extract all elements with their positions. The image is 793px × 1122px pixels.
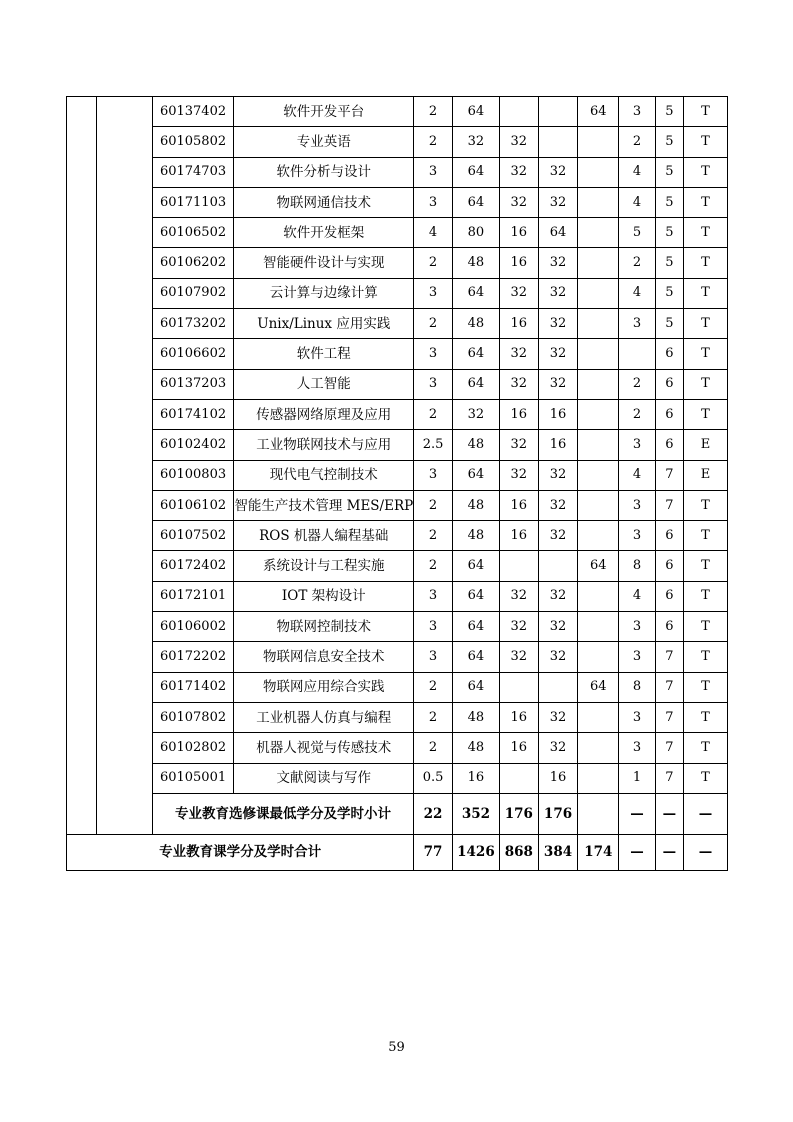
course-practice-cell — [578, 127, 619, 157]
course-exam-cell: T — [684, 490, 728, 520]
course-lab-cell — [538, 127, 578, 157]
course-exam-cell: T — [684, 672, 728, 702]
course-practice-cell — [578, 278, 619, 308]
course-term-cell: 5 — [655, 127, 683, 157]
course-hours-cell: 64 — [452, 551, 499, 581]
course-term-cell: 7 — [655, 702, 683, 732]
subtotal-practice-cell — [578, 793, 619, 834]
course-practice-cell — [578, 733, 619, 763]
course-code-cell: 60172101 — [152, 581, 234, 611]
course-credit-cell: 2 — [414, 521, 453, 551]
course-lab-cell — [538, 551, 578, 581]
course-lab-cell: 64 — [538, 218, 578, 248]
course-hours-cell: 80 — [452, 218, 499, 248]
course-semester-cell — [619, 339, 656, 369]
course-practice-cell — [578, 702, 619, 732]
subtotal-semester-cell: — — [619, 793, 656, 834]
subcategory-group-cell — [97, 97, 152, 835]
course-lab-cell: 16 — [538, 763, 578, 793]
course-lab-cell: 32 — [538, 460, 578, 490]
table-row — [67, 490, 728, 520]
course-hours-cell: 64 — [452, 278, 499, 308]
course-table-body — [67, 97, 728, 871]
table-row — [67, 430, 728, 460]
course-name-cell: 人工智能 — [234, 369, 414, 399]
course-semester-cell: 4 — [619, 581, 656, 611]
course-lab-cell: 32 — [538, 187, 578, 217]
table-row — [67, 763, 728, 793]
table-row — [67, 702, 728, 732]
course-semester-cell: 3 — [619, 702, 656, 732]
course-credit-cell: 2 — [414, 551, 453, 581]
course-practice-cell: 64 — [578, 672, 619, 702]
course-credit-cell: 2 — [414, 702, 453, 732]
course-lab-cell: 32 — [538, 642, 578, 672]
course-credit-cell: 2 — [414, 127, 453, 157]
table-row — [67, 218, 728, 248]
course-lab-cell: 32 — [538, 612, 578, 642]
course-credit-cell: 2 — [414, 97, 453, 127]
course-code-cell: 60105001 — [152, 763, 234, 793]
course-practice-cell — [578, 157, 619, 187]
course-semester-cell: 5 — [619, 218, 656, 248]
course-lecture-cell — [499, 97, 538, 127]
course-semester-cell: 3 — [619, 97, 656, 127]
course-lecture-cell — [499, 551, 538, 581]
course-hours-cell: 64 — [452, 642, 499, 672]
table-row — [67, 581, 728, 611]
course-practice-cell — [578, 460, 619, 490]
table-row — [67, 97, 728, 127]
course-semester-cell: 4 — [619, 460, 656, 490]
course-name-cell: 系统设计与工程实施 — [234, 551, 414, 581]
course-name-cell: 现代电气控制技术 — [234, 460, 414, 490]
course-lecture-cell: 32 — [499, 157, 538, 187]
subtotal-lecture-cell: 176 — [499, 793, 538, 834]
course-semester-cell: 1 — [619, 763, 656, 793]
course-semester-cell: 4 — [619, 187, 656, 217]
course-code-cell: 60137402 — [152, 97, 234, 127]
course-hours-cell: 32 — [452, 127, 499, 157]
course-lab-cell: 32 — [538, 581, 578, 611]
course-name-cell: 物联网应用综合实践 — [234, 672, 414, 702]
course-name-cell: 软件开发平台 — [234, 97, 414, 127]
course-credit-cell: 3 — [414, 642, 453, 672]
course-credit-cell: 0.5 — [414, 763, 453, 793]
course-term-cell: 6 — [655, 521, 683, 551]
course-lab-cell: 16 — [538, 399, 578, 429]
course-lab-cell: 16 — [538, 430, 578, 460]
course-exam-cell: T — [684, 399, 728, 429]
course-lab-cell: 32 — [538, 702, 578, 732]
course-name-cell: 专业英语 — [234, 127, 414, 157]
course-semester-cell: 3 — [619, 642, 656, 672]
course-hours-cell: 64 — [452, 672, 499, 702]
course-semester-cell: 8 — [619, 551, 656, 581]
course-lecture-cell — [499, 672, 538, 702]
course-practice-cell — [578, 430, 619, 460]
course-exam-cell: T — [684, 187, 728, 217]
total-hours-cell: 1426 — [452, 834, 499, 870]
course-credit-cell: 2 — [414, 399, 453, 429]
course-name-cell: 软件分析与设计 — [234, 157, 414, 187]
course-term-cell: 5 — [655, 157, 683, 187]
table-row — [67, 521, 728, 551]
course-lab-cell — [538, 672, 578, 702]
course-lab-cell: 32 — [538, 339, 578, 369]
course-credit-cell: 3 — [414, 278, 453, 308]
course-name-cell: Unix/Linux 应用实践 — [234, 309, 414, 339]
table-row — [67, 399, 728, 429]
course-term-cell: 7 — [655, 733, 683, 763]
course-exam-cell: T — [684, 97, 728, 127]
course-credit-cell: 2 — [414, 309, 453, 339]
course-code-cell: 60172402 — [152, 551, 234, 581]
table-row — [67, 157, 728, 187]
course-semester-cell: 3 — [619, 521, 656, 551]
course-exam-cell: E — [684, 460, 728, 490]
course-semester-cell: 4 — [619, 157, 656, 187]
course-hours-cell: 64 — [452, 157, 499, 187]
course-term-cell: 5 — [655, 218, 683, 248]
table-row — [67, 369, 728, 399]
subtotal-credit-cell: 22 — [414, 793, 453, 834]
course-semester-cell: 3 — [619, 612, 656, 642]
course-lab-cell: 32 — [538, 490, 578, 520]
subtotal-hours-cell: 352 — [452, 793, 499, 834]
course-lab-cell: 32 — [538, 157, 578, 187]
course-practice-cell — [578, 490, 619, 520]
course-code-cell: 60102402 — [152, 430, 234, 460]
course-practice-cell: 64 — [578, 551, 619, 581]
course-code-cell: 60105802 — [152, 127, 234, 157]
table-row — [67, 187, 728, 217]
course-practice-cell — [578, 369, 619, 399]
total-label: 专业教育课学分及学时合计 — [67, 834, 414, 870]
course-term-cell: 5 — [655, 248, 683, 278]
course-name-cell: 工业机器人仿真与编程 — [234, 702, 414, 732]
course-name-cell: 机器人视觉与传感技术 — [234, 733, 414, 763]
course-lecture-cell: 16 — [499, 309, 538, 339]
course-code-cell: 60106002 — [152, 612, 234, 642]
course-practice-cell — [578, 612, 619, 642]
course-name-cell: 物联网通信技术 — [234, 187, 414, 217]
subtotal-lab-cell: 176 — [538, 793, 578, 834]
course-hours-cell: 64 — [452, 97, 499, 127]
course-exam-cell: T — [684, 218, 728, 248]
course-hours-cell: 48 — [452, 521, 499, 551]
course-name-cell: 文献阅读与写作 — [234, 763, 414, 793]
course-name-cell: 物联网信息安全技术 — [234, 642, 414, 672]
course-lab-cell: 32 — [538, 248, 578, 278]
course-term-cell: 7 — [655, 763, 683, 793]
table-row — [67, 672, 728, 702]
course-hours-cell: 48 — [452, 702, 499, 732]
course-term-cell: 7 — [655, 460, 683, 490]
course-lecture-cell: 32 — [499, 127, 538, 157]
course-exam-cell: T — [684, 581, 728, 611]
course-credit-cell: 2.5 — [414, 430, 453, 460]
course-term-cell: 6 — [655, 399, 683, 429]
course-term-cell: 5 — [655, 278, 683, 308]
course-lecture-cell: 32 — [499, 369, 538, 399]
course-hours-cell: 64 — [452, 581, 499, 611]
course-exam-cell: T — [684, 278, 728, 308]
table-row — [67, 127, 728, 157]
course-lecture-cell: 16 — [499, 218, 538, 248]
subtotal-label: 专业教育选修课最低学分及学时小计 — [152, 793, 413, 834]
course-code-cell: 60106602 — [152, 339, 234, 369]
course-credit-cell: 3 — [414, 157, 453, 187]
total-semester-cell: — — [619, 834, 656, 870]
course-semester-cell: 2 — [619, 399, 656, 429]
total-credit-cell: 77 — [414, 834, 453, 870]
total-row — [67, 834, 728, 870]
course-practice-cell — [578, 248, 619, 278]
course-exam-cell: T — [684, 339, 728, 369]
course-exam-cell: T — [684, 642, 728, 672]
course-hours-cell: 32 — [452, 399, 499, 429]
course-name-cell: 工业物联网技术与应用 — [234, 430, 414, 460]
course-hours-cell: 64 — [452, 369, 499, 399]
course-lecture-cell: 16 — [499, 399, 538, 429]
course-term-cell: 6 — [655, 551, 683, 581]
course-credit-cell: 3 — [414, 187, 453, 217]
course-term-cell: 7 — [655, 642, 683, 672]
course-term-cell: 7 — [655, 672, 683, 702]
course-exam-cell: T — [684, 127, 728, 157]
table-row — [67, 248, 728, 278]
course-lecture-cell: 32 — [499, 430, 538, 460]
course-practice-cell — [578, 581, 619, 611]
course-code-cell: 60171402 — [152, 672, 234, 702]
course-lab-cell: 32 — [538, 733, 578, 763]
subtotal-term-cell: — — [655, 793, 683, 834]
course-credit-cell: 2 — [414, 672, 453, 702]
course-term-cell: 5 — [655, 187, 683, 217]
course-hours-cell: 64 — [452, 612, 499, 642]
course-lab-cell: 32 — [538, 278, 578, 308]
course-code-cell: 60107902 — [152, 278, 234, 308]
course-practice-cell — [578, 399, 619, 429]
course-lab-cell: 32 — [538, 521, 578, 551]
course-practice-cell: 64 — [578, 97, 619, 127]
course-lecture-cell: 16 — [499, 733, 538, 763]
course-name-cell: 智能硬件设计与实现 — [234, 248, 414, 278]
course-code-cell: 60171103 — [152, 187, 234, 217]
table-row — [67, 460, 728, 490]
course-credit-cell: 2 — [414, 248, 453, 278]
course-credit-cell: 3 — [414, 581, 453, 611]
table-row — [67, 733, 728, 763]
course-code-cell: 60174703 — [152, 157, 234, 187]
course-name-cell: 智能生产技术管理 MES/ERP — [234, 490, 414, 520]
course-name-cell: ROS 机器人编程基础 — [234, 521, 414, 551]
course-practice-cell — [578, 339, 619, 369]
total-lab-cell: 384 — [538, 834, 578, 870]
course-lecture-cell — [499, 763, 538, 793]
course-code-cell: 60174102 — [152, 399, 234, 429]
course-hours-cell: 48 — [452, 490, 499, 520]
course-semester-cell: 3 — [619, 430, 656, 460]
course-hours-cell: 48 — [452, 248, 499, 278]
course-hours-cell: 48 — [452, 430, 499, 460]
course-practice-cell — [578, 187, 619, 217]
course-term-cell: 6 — [655, 430, 683, 460]
course-exam-cell: T — [684, 369, 728, 399]
course-hours-cell: 64 — [452, 187, 499, 217]
course-code-cell: 60100803 — [152, 460, 234, 490]
course-name-cell: 软件工程 — [234, 339, 414, 369]
page-number: 59 — [388, 1040, 405, 1055]
total-exam-cell: — — [684, 834, 728, 870]
table-row — [67, 642, 728, 672]
course-name-cell: IOT 架构设计 — [234, 581, 414, 611]
course-semester-cell: 3 — [619, 733, 656, 763]
total-term-cell: — — [655, 834, 683, 870]
table-row — [67, 339, 728, 369]
table-row — [67, 309, 728, 339]
course-exam-cell: T — [684, 309, 728, 339]
course-lecture-cell: 32 — [499, 187, 538, 217]
course-lab-cell: 32 — [538, 309, 578, 339]
course-term-cell: 6 — [655, 612, 683, 642]
subtotal-row — [67, 793, 728, 834]
course-lecture-cell: 32 — [499, 339, 538, 369]
course-semester-cell: 2 — [619, 127, 656, 157]
course-credit-cell: 2 — [414, 490, 453, 520]
course-credit-cell: 3 — [414, 339, 453, 369]
course-semester-cell: 8 — [619, 672, 656, 702]
course-exam-cell: T — [684, 702, 728, 732]
course-lecture-cell: 32 — [499, 278, 538, 308]
course-lecture-cell: 16 — [499, 702, 538, 732]
course-practice-cell — [578, 218, 619, 248]
subtotal-exam-cell: — — [684, 793, 728, 834]
course-semester-cell: 2 — [619, 369, 656, 399]
course-exam-cell: T — [684, 551, 728, 581]
course-lecture-cell: 32 — [499, 581, 538, 611]
course-code-cell: 60137203 — [152, 369, 234, 399]
course-lecture-cell: 16 — [499, 521, 538, 551]
table-row — [67, 551, 728, 581]
course-lab-cell: 32 — [538, 369, 578, 399]
course-lecture-cell: 32 — [499, 460, 538, 490]
course-name-cell: 软件开发框架 — [234, 218, 414, 248]
course-credit-cell: 3 — [414, 460, 453, 490]
course-hours-cell: 16 — [452, 763, 499, 793]
course-term-cell: 5 — [655, 309, 683, 339]
course-credit-cell: 3 — [414, 612, 453, 642]
course-exam-cell: T — [684, 248, 728, 278]
course-code-cell: 60173202 — [152, 309, 234, 339]
course-hours-cell: 48 — [452, 309, 499, 339]
course-term-cell: 7 — [655, 490, 683, 520]
course-name-cell: 传感器网络原理及应用 — [234, 399, 414, 429]
table-row — [67, 612, 728, 642]
course-hours-cell: 64 — [452, 339, 499, 369]
course-code-cell: 60106102 — [152, 490, 234, 520]
course-code-cell: 60106202 — [152, 248, 234, 278]
course-practice-cell — [578, 642, 619, 672]
course-semester-cell: 2 — [619, 248, 656, 278]
course-practice-cell — [578, 521, 619, 551]
course-credit-cell: 3 — [414, 369, 453, 399]
course-code-cell: 60172202 — [152, 642, 234, 672]
course-semester-cell: 3 — [619, 309, 656, 339]
course-hours-cell: 64 — [452, 460, 499, 490]
course-exam-cell: T — [684, 763, 728, 793]
course-exam-cell: T — [684, 612, 728, 642]
course-name-cell: 云计算与边缘计算 — [234, 278, 414, 308]
course-lecture-cell: 16 — [499, 248, 538, 278]
course-practice-cell — [578, 763, 619, 793]
course-credit-cell: 4 — [414, 218, 453, 248]
course-term-cell: 6 — [655, 581, 683, 611]
course-name-cell: 物联网控制技术 — [234, 612, 414, 642]
course-code-cell: 60107802 — [152, 702, 234, 732]
course-semester-cell: 3 — [619, 490, 656, 520]
course-exam-cell: T — [684, 521, 728, 551]
course-code-cell: 60102802 — [152, 733, 234, 763]
course-term-cell: 5 — [655, 97, 683, 127]
course-hours-cell: 48 — [452, 733, 499, 763]
course-lecture-cell: 32 — [499, 642, 538, 672]
course-code-cell: 60107502 — [152, 521, 234, 551]
total-lecture-cell: 868 — [499, 834, 538, 870]
course-lab-cell — [538, 97, 578, 127]
course-credit-cell: 2 — [414, 733, 453, 763]
course-term-cell: 6 — [655, 369, 683, 399]
course-exam-cell: T — [684, 733, 728, 763]
course-table — [66, 96, 728, 871]
course-semester-cell: 4 — [619, 278, 656, 308]
course-lecture-cell: 16 — [499, 490, 538, 520]
course-exam-cell: T — [684, 157, 728, 187]
table-row — [67, 278, 728, 308]
course-practice-cell — [578, 309, 619, 339]
category-group-cell — [67, 97, 97, 835]
course-exam-cell: E — [684, 430, 728, 460]
total-practice-cell: 174 — [578, 834, 619, 870]
course-lecture-cell: 32 — [499, 612, 538, 642]
course-term-cell: 6 — [655, 339, 683, 369]
course-code-cell: 60106502 — [152, 218, 234, 248]
